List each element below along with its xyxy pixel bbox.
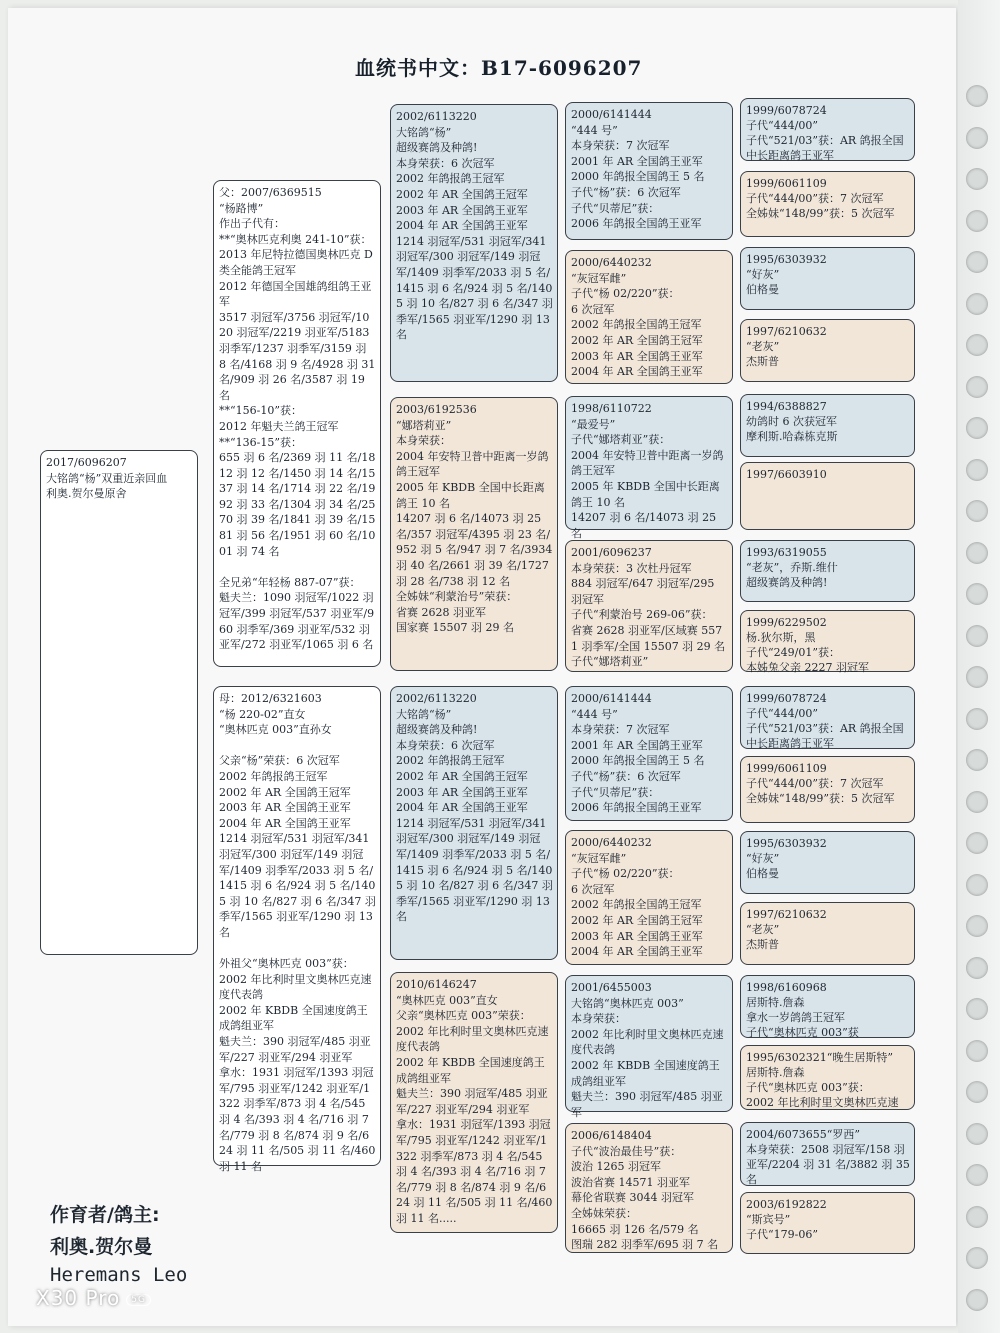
pedigree-line: 2017/6096207: [46, 456, 127, 469]
pedigree-line: 3517 羽冠军/3756 羽冠军/1020 羽冠军/2219 羽亚军/5183 羽季军/1237 羽季军/3159 羽 8 名/4168 羽 9 名/4928 羽 31 名/909 羽 26 名/3587 羽 19 名: [219, 310, 379, 402]
pedigree-line: 子代“444/00”获：7 次冠军: [746, 777, 884, 790]
pedigree-line: 2002/6113220: [396, 692, 477, 705]
pedigree-box-sd: [390, 397, 558, 671]
pedigree-box-dss: [565, 686, 733, 821]
pedigree-line: 子代“444/00”获：7 次冠军: [746, 192, 884, 205]
pedigree-line: 子代“波治最佳号”获：: [571, 1144, 682, 1158]
pedigree-line: 大铭鸽“杨”: [396, 707, 452, 721]
pedigree-box-g15: [740, 1122, 915, 1186]
pedigree-line: 大铭鸽“奥林匹克 003”: [571, 996, 684, 1010]
binder-hole: [966, 791, 988, 813]
pedigree-line: 2000/6440232: [571, 256, 652, 269]
breeder-name-cn: 利奥.贺尔曼: [50, 1236, 153, 1258]
pedigree-line: 图瑞 282 羽季军/695 羽 7 名: [571, 1238, 719, 1252]
pedigree-line: 全姊妹“148/99”获：5 次冠军: [746, 207, 895, 220]
binder-hole: [966, 500, 988, 522]
pedigree-line: 子代“杨 02/220”获：: [571, 287, 680, 301]
pedigree-line: 子代“249/01”获：: [746, 646, 840, 659]
pedigree-line: 外祖父“奥林匹克 003”获：: [219, 957, 354, 971]
pedigree-line: “444 号”: [571, 707, 618, 721]
pedigree-line: [219, 941, 376, 957]
pedigree-line: 2001/6096237: [571, 546, 652, 559]
pedigree-line: 杰斯普: [746, 938, 779, 951]
pedigree-line: 2002 年 AR 全国鸽王冠军: [571, 913, 703, 927]
pedigree-line: “奥林匹克 003”直女: [396, 993, 498, 1007]
pedigree-line: 2006/6148404: [571, 1129, 652, 1142]
pedigree-box-ssd: [565, 250, 733, 384]
pedigree-line: 2013 年尼特拉德国奥林匹克 D 类全能鸽王冠军: [219, 248, 377, 277]
pedigree-line: 2002 年 AR 全国鸽王冠军: [396, 187, 528, 201]
pedigree-line: 1995/6303932: [746, 253, 827, 266]
pedigree-line: 全兄弟“年轻杨 887-07”获：: [219, 575, 361, 589]
pedigree-line: 2004 年 AR 全国鸽王亚军: [571, 945, 703, 959]
pedigree-line: 幕伦省联赛 3044 羽冠军: [571, 1191, 694, 1205]
pedigree-line: 2002 年 AR 全国鸽王冠军: [571, 333, 703, 347]
pedigree-line: 1999/6061109: [746, 177, 827, 190]
pedigree-line: “好灰”: [746, 268, 780, 281]
pedigree-box-g11: [740, 831, 915, 894]
pedigree-line: 超级赛鸽及种鸽!: [396, 141, 478, 155]
pedigree-box-dd: [390, 972, 558, 1233]
pedigree-line: 1995/6303932: [746, 837, 827, 850]
pedigree-box-sdd: [565, 540, 733, 672]
binder-hole: [966, 1081, 988, 1103]
pedigree-line: 16665 羽 126 名/579 名: [571, 1222, 699, 1236]
pedigree-line: 2004 年 AR 全国鸽王亚军: [396, 219, 528, 233]
binder-hole: [966, 666, 988, 688]
pedigree-line: 子代“奥林匹克 003”获：: [746, 1081, 870, 1094]
breeder-name-en: Heremans Leo: [50, 1264, 188, 1286]
pedigree-line: 655 羽 6 名/2369 羽 11 名/1812 羽 12 名/1450 羽 14 名/1537 羽 14 名/1714 羽 22 名/1992 羽 33 名/1304 羽 34 名/2570 羽 39 名/1841 羽 39 名/1581 羽 56 名/1951 羽 60 名/1001 羽 74 名: [219, 451, 376, 558]
pedigree-line: 杰斯普: [746, 355, 779, 368]
pedigree-line: 拿水：1931 羽冠军/1393 羽冠军/795 羽亚军/1242 羽亚军/1322 羽季军/873 羽 4 名/545 羽 4 名/393 羽 4 名/716 羽 7 名/779 羽 8 名/874 羽 9 名/624 羽 11 名/505 羽 11 名/460 羽 11 名.....: [396, 1118, 556, 1225]
pedigree-line: 波治 1265 羽冠军: [571, 1160, 661, 1174]
pedigree-box-g4: [740, 319, 915, 382]
pedigree-box-sds: [565, 396, 733, 540]
pedigree-line: 2010/6146247: [396, 978, 477, 991]
pedigree-line: 2002 年 KBDB 全国速度鸽王成鸽组亚军: [219, 1003, 368, 1033]
pedigree-line: 本身荣获：: [396, 434, 451, 448]
pedigree-line: 幼鸽时 6 次获冠军: [746, 415, 837, 428]
pedigree-line: 子代“娜塔莉亚”获：: [571, 433, 671, 447]
pedigree-line: 2002 年比利时里文奥林匹克速度代表鸽: [396, 1024, 549, 1054]
pedigree-box-g5: [740, 394, 915, 457]
binder-hole: [966, 957, 988, 979]
pedigree-line: 2000/6141444: [571, 692, 652, 705]
pedigree-line: 2002 年 KBDB 全国速度鸽王成鸽组亚军: [571, 1058, 720, 1088]
binder-hole: [966, 1164, 988, 1186]
pedigree-box-dsd: [565, 830, 733, 965]
pedigree-line: 2012 年魁夫兰鸽王冠军: [219, 419, 339, 433]
pedigree-line: 1998/6160968: [746, 981, 827, 994]
binder-hole: [966, 251, 988, 273]
pedigree-line: 2001 年 AR 全国鸽王亚军: [571, 738, 703, 752]
pedigree-line: 子代“杨”获：6 次冠军: [571, 769, 681, 783]
pedigree-line: 本身荣获：7 次冠军: [571, 723, 670, 737]
pedigree-line: “娜塔莉亚”: [396, 418, 452, 432]
pedigree-line: 本姊兔父亲 2227 羽冠军: [746, 661, 869, 674]
pedigree-box-g14: [740, 1045, 915, 1110]
pedigree-box-subject: [40, 450, 198, 955]
pedigree-line: 本身荣获：: [571, 1012, 626, 1026]
pedigree-line: 2004/6073655“罗西”: [746, 1128, 860, 1141]
camera-model: X30 Pro: [36, 1286, 121, 1310]
page-title: 血统书中文：B17-6096207: [355, 56, 643, 80]
pedigree-line: 子代“利蒙治号 269-06”获：: [571, 608, 713, 622]
pedigree-line: 子代“521/03”获：AR 鸽报全国中长距离鸽王亚军: [746, 722, 904, 750]
pedigree-box-g8: [740, 610, 915, 672]
pedigree-line: 子代“贝蒂尼”获：: [571, 785, 660, 799]
pedigree-line: 全姊妹“利蒙治号”荣获：: [396, 590, 518, 604]
pedigree-line: “奥林匹克 003”直孙女: [219, 723, 332, 737]
pedigree-line: 2002 年鸽报全国鸽王冠军: [571, 318, 702, 332]
pedigree-line: 1999/6078724: [746, 104, 827, 117]
binder-hole: [966, 1289, 988, 1311]
pedigree-line: 子代“444/00”: [746, 707, 818, 720]
pedigree-line: 超级赛鸽及种鸽!: [746, 576, 828, 589]
pedigree-line: 1999/6078724: [746, 692, 827, 705]
pedigree-line: **“156-10”获：: [219, 404, 302, 418]
pedigree-line: 2002 年比利时里文奥林匹克速度代表鸽: [219, 972, 372, 1002]
pedigree-line: 2004 年 AR 全国鸽王亚军: [396, 801, 528, 815]
pedigree-line: 子代“娜塔莉亚”: [571, 655, 649, 669]
pedigree-line: “斯宾号”: [746, 1213, 791, 1226]
pedigree-line: 2002 年鸽报鸽王冠军: [219, 769, 328, 783]
pedigree-line: 2002 年比利时里文奥林匹克速度代表鸽: [571, 1027, 724, 1057]
pedigree-line: 大铭鸽“杨”双重近亲回血: [46, 471, 168, 485]
binder-hole: [966, 542, 988, 564]
pedigree-line: 伯格曼: [746, 283, 779, 296]
pedigree-line: **“奥林匹克利奥 241-10”获：: [219, 232, 372, 246]
pedigree-box-g3: [740, 247, 915, 310]
pedigree-line: 母：2012/6321603: [219, 692, 322, 705]
pedigree-line: “杨路博”: [219, 201, 264, 215]
pedigree-line: **“136-15”获：: [219, 435, 302, 449]
pedigree-line: 父：2007/6369515: [219, 186, 322, 199]
pedigree-box-ss: [390, 104, 558, 382]
binder-hole: [966, 998, 988, 1020]
binder-hole: [966, 417, 988, 439]
pedigree-line: 作出子代有：: [219, 217, 285, 231]
pedigree-line: 1999/6061109: [746, 762, 827, 775]
pedigree-line: 1999/6229502: [746, 616, 827, 629]
pedigree-line: 14207 羽 6 名/14073 羽 25 名/357 羽冠军/4395 羽 23 名/952 羽 5 名/947 羽 7 名/3934 羽 40 名/2661 羽 39 名/1727 羽 28 名/738 羽 12 名: [396, 512, 556, 588]
pedigree-line: 子代“奥林匹克 003”获: [746, 1026, 859, 1039]
pedigree-line: 省赛 2628 羽亚军: [396, 605, 486, 619]
pedigree-line: 子代“521/03”获：AR 鸽报全国中长距离鸽王亚军: [746, 134, 904, 162]
pedigree-box-g7: [740, 540, 915, 602]
binder-hole: [966, 376, 988, 398]
pedigree-line: 2002 年 AR 全国鸽王冠军: [219, 785, 351, 799]
pedigree-line: 2005 年 KBDB 全国中长距离鸽王 10 名: [571, 479, 720, 509]
network-badge: 5G: [126, 1294, 151, 1306]
pedigree-line: 居斯特.詹森: [746, 1066, 805, 1079]
pedigree-line: [219, 559, 376, 575]
pedigree-box-ddd: [565, 1123, 733, 1253]
binder-hole: [966, 749, 988, 771]
binder-hole: [966, 168, 988, 190]
pedigree-line: 1997/6603910: [746, 468, 827, 481]
pedigree-line: 2002 年 AR 全国鸽王冠军: [396, 769, 528, 783]
pedigree-line: 2000 年鸽报全国鸽王 5 名: [571, 170, 705, 184]
pedigree-line: 2002/6113220: [396, 110, 477, 123]
pedigree-line: 省赛 2628 羽亚军/区域赛 5571 羽季军/全国 15507 羽 29 名: [571, 623, 726, 653]
pedigree-line: [219, 738, 376, 754]
pedigree-line: 子代“444/00”: [746, 119, 818, 132]
pedigree-line: 本身荣获：3 次杜丹冠军: [571, 561, 692, 575]
pedigree-line: 884 羽冠军/647 羽冠军/295 羽冠军: [571, 577, 718, 606]
pedigree-line: 伯格曼: [746, 867, 779, 880]
pedigree-line: 1994/6388827: [746, 400, 827, 413]
pedigree-line: 2002 年比利时里文奥林匹克速: [746, 1096, 899, 1109]
pedigree-line: 14207 羽 6 名/14073 羽 25 名: [571, 511, 720, 540]
binder-hole: [966, 293, 988, 315]
pedigree-line: 魁夫兰：390 羽冠军/485 羽亚军: [571, 1090, 723, 1119]
pedigree-line: 2003 年 AR 全国鸽王亚军: [396, 203, 528, 217]
binder-hole: [966, 625, 988, 647]
pedigree-line: 杨.狄尔斯，黑: [746, 631, 816, 644]
pedigree-box-g1: [740, 98, 915, 161]
pedigree-line: 2005 年 KBDB 全国中长距离鸽王 10 名: [396, 480, 545, 510]
pedigree-line: 本身荣获：6 次冠军: [396, 156, 495, 170]
pedigree-line: 父亲“杨”荣获：6 次冠军: [219, 754, 340, 768]
pedigree-line: 大铭鸽“杨”: [396, 125, 452, 139]
pedigree-line: 子代“179-06”: [746, 1228, 818, 1241]
pedigree-line: 魁夫兰：390 羽冠军/485 羽亚军/227 羽亚军/294 羽亚军: [219, 1035, 371, 1064]
binder-hole: [966, 85, 988, 107]
pedigree-line: 魁夫兰：1090 羽冠军/1022 羽冠军/399 羽冠军/537 羽亚军/960 羽季军/369 羽亚军/532 羽亚军/272 羽亚军/1065 羽 6 名: [219, 591, 375, 652]
pedigree-line: 2000 年鸽报全国鸽王 5 名: [571, 754, 705, 768]
pedigree-box-sss: [565, 102, 733, 240]
pedigree-line: 1995/6302321“晚生居斯特”: [746, 1051, 893, 1064]
pedigree-line: 2001/6455003: [571, 981, 652, 994]
pedigree-line: 2006 年鸽报全国鸽王亚军: [571, 217, 702, 231]
pedigree-box-ds: [390, 686, 558, 960]
pedigree-line: 1214 羽冠军/531 羽冠军/341 羽冠军/300 羽冠军/149 羽冠军/1409 羽季军/2033 羽 5 名/1415 羽 6 名/924 羽 5 名/1405 羽 10 名/827 羽 6 名/347 羽季军/1565 羽亚军/1290 羽 13 名: [219, 832, 377, 939]
camera-watermark: [36, 1286, 151, 1310]
pedigree-line: 父亲“奥林匹克 003”荣获：: [396, 1009, 531, 1023]
pedigree-line: 2003/6192536: [396, 403, 477, 416]
pedigree-line: 2001 年 AR 全国鸽王亚军: [571, 154, 703, 168]
pedigree-line: 2006 年鸽报全国鸽王亚军: [571, 801, 702, 815]
pedigree-line: 1997/6210632: [746, 908, 827, 921]
pedigree-line: 子代“杨”获：6 次冠军: [571, 185, 681, 199]
pedigree-box-sire: [213, 180, 381, 667]
pedigree-line: “老灰”，乔斯.维什: [746, 561, 838, 574]
binder-hole: [966, 334, 988, 356]
pedigree-line: 2012 年德国全国雄鸽组鸽王亚军: [219, 279, 372, 309]
pedigree-box-g13: [740, 975, 915, 1038]
pedigree-line: 2003/6192822: [746, 1198, 827, 1211]
pedigree-box-dds: [565, 975, 733, 1119]
pedigree-line: 2003 年 AR 全国鸽王亚军: [571, 929, 703, 943]
pedigree-line: 居斯特.詹森: [746, 996, 805, 1009]
pedigree-line: 2003 年 AR 全国鸽王亚军: [219, 801, 351, 815]
binder-hole: [966, 1206, 988, 1228]
pedigree-line: 2002 年鸽报全国鸽王冠军: [571, 898, 702, 912]
pedigree-line: “老灰”: [746, 340, 780, 353]
binder-hole: [966, 874, 988, 896]
pedigree-line: 魁夫兰：390 羽冠军/485 羽亚军/227 羽亚军/294 羽亚军: [396, 1087, 548, 1116]
pedigree-line: 2004 年安特卫普中距离一岁鸽鸽王冠军: [571, 448, 724, 478]
pedigree-box-g6: [740, 462, 915, 530]
pedigree-line: 2002 年 KBDB 全国速度鸽王成鸽组亚军: [396, 1055, 545, 1085]
binder-hole: [966, 127, 988, 149]
binder-hole: [966, 1247, 988, 1269]
binder-hole: [966, 1123, 988, 1145]
pedigree-line: 国家赛 15507 羽 29 名: [396, 621, 514, 635]
pedigree-box-g9: [740, 686, 915, 749]
pedigree-line: 6 次冠军: [571, 302, 615, 316]
pedigree-line: 本身荣获：6 次冠军: [396, 738, 495, 752]
pedigree-line: 1998/6110722: [571, 402, 652, 415]
pedigree-box-g10: [740, 756, 915, 823]
pedigree-line: 全姊妹“148/99”获：5 次冠军: [746, 792, 895, 805]
pedigree-line: 6 次冠军: [571, 882, 615, 896]
binder-hole: [966, 832, 988, 854]
pedigree-line: 2004 年 AR 全国鸽王亚军: [571, 365, 703, 379]
pedigree-line: “灰冠军雌”: [571, 851, 627, 865]
pedigree-line: 拿水：1931 羽冠军/1393 羽冠军/795 羽亚军/1242 羽亚军/1322 羽季军/873 羽 4 名/545 羽 4 名/393 羽 4 名/716 羽 7 名/779 羽 8 名/874 羽 9 名/624 羽 11 名/505 羽 11 名/460 羽 11 名: [219, 1066, 379, 1173]
pedigree-line: 2004 年安特卫普中距离一岁鸽鸽王冠军: [396, 449, 549, 479]
pedigree-line: 2000/6440232: [571, 836, 652, 849]
binder-hole: [966, 210, 988, 232]
breeder-label: 作育者/鸽主:: [50, 1204, 160, 1226]
pedigree-box-dam: [213, 686, 381, 1173]
pedigree-line: 本身荣获：2508 羽冠军/158 羽亚军/2204 羽 31 名/3882 羽 35 名: [746, 1143, 914, 1186]
pedigree-line: 超级赛鸽及种鸽!: [396, 723, 478, 737]
pedigree-line: 本身荣获：7 次冠军: [571, 139, 670, 153]
pedigree-line: 2003 年 AR 全国鸽王亚军: [571, 349, 703, 363]
pedigree-line: 1997/6210632: [746, 325, 827, 338]
pedigree-line: 1993/6319055: [746, 546, 827, 559]
pedigree-line: “好灰”: [746, 852, 780, 865]
pedigree-line: 子代“贝蒂尼”获：: [571, 201, 660, 215]
binder-hole: [966, 459, 988, 481]
binder-hole: [966, 915, 988, 937]
pedigree-line: “老灰”: [746, 923, 780, 936]
pedigree-line: 2004 年 AR 全国鸽王亚军: [219, 816, 351, 830]
pedigree-line: 2000/6141444: [571, 108, 652, 121]
pedigree-line: 子代“杨 02/220”获：: [571, 867, 680, 881]
pedigree-line: 波治省赛 14571 羽亚军: [571, 1175, 690, 1189]
pedigree-line: “杨 220-02”直女: [219, 707, 306, 721]
pedigree-line: 利奥.贺尔曼原舍: [46, 487, 127, 501]
pedigree-line: 摩利斯.哈森栋克斯: [746, 430, 838, 443]
pedigree-box-g16: [740, 1192, 915, 1254]
pedigree-box-g12: [740, 902, 915, 965]
binder-hole: [966, 1040, 988, 1062]
pedigree-line: 拿水一岁鸽鸽王冠军: [746, 1011, 845, 1024]
binder-hole: [966, 708, 988, 730]
pedigree-line: 2002 年鸽报鸽王冠军: [396, 754, 505, 768]
pedigree-box-g2: [740, 171, 915, 237]
pedigree-line: 全姊妹荣获：: [571, 1206, 637, 1220]
pedigree-line: “最爱号”: [571, 417, 616, 431]
pedigree-line: 2003 年 AR 全国鸽王亚军: [396, 785, 528, 799]
pedigree-line: “444 号”: [571, 123, 618, 137]
pedigree-line: “灰冠军雌”: [571, 271, 627, 285]
pedigree-line: 1214 羽冠军/531 羽冠军/341 羽冠军/300 羽冠军/149 羽冠军/1409 羽季军/2033 羽 5 名/1415 羽 6 名/924 羽 5 名/1405 羽 10 名/827 羽 6 名/347 羽季军/1565 羽亚军/1290 羽 13 名: [396, 816, 554, 924]
pedigree-line: 2002 年鸽报鸽王冠军: [396, 172, 505, 186]
binder-hole: [966, 583, 988, 605]
pedigree-line: 1214 羽冠军/531 羽冠军/341 羽冠军/300 羽冠军/149 羽冠军/1409 羽季军/2033 羽 5 名/1415 羽 6 名/924 羽 5 名/1405 羽 10 名/827 羽 6 名/347 羽季军/1565 羽亚军/1290 羽 13 名: [396, 234, 554, 342]
